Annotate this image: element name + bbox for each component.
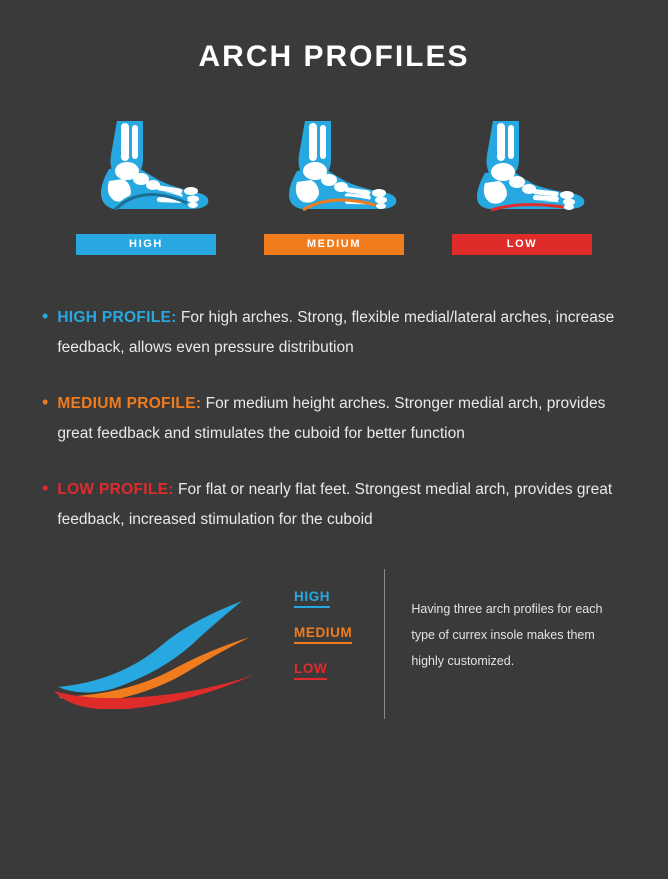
- arch-curves-icon: [50, 579, 300, 709]
- footer-note: Having three arch profiles for each type of currex insole makes them highly customized.: [411, 602, 603, 668]
- profile-description-list: [42, 303, 626, 535]
- list-item-heading: LOW PROFILE:: [57, 481, 174, 498]
- list-item-medium-profile: [42, 389, 626, 449]
- vertical-divider: [384, 569, 385, 719]
- foot-arch-high-icon: [71, 119, 221, 224]
- bullet-dot-icon: •: [42, 478, 49, 498]
- arch-label-high: HIGH: [76, 234, 216, 255]
- list-item-body: For medium height arches. Stronger medial arch, provides great feedback and stimulates the cuboid for better function: [57, 395, 606, 442]
- legend-item-medium: MEDIUM: [294, 625, 352, 644]
- list-item-text: [57, 303, 626, 363]
- footer-section: [0, 569, 668, 719]
- bullet-dot-icon: •: [42, 392, 49, 412]
- bullet-dot-icon: •: [42, 306, 49, 326]
- legend-item-low: LOW: [294, 661, 327, 680]
- list-item-body: For high arches. Strong, flexible medial/lateral arches, increase feedback, allows even pressure distribution: [57, 309, 615, 356]
- foot-arch-low-icon: [447, 119, 597, 224]
- list-item-heading: MEDIUM PROFILE:: [57, 395, 202, 412]
- list-item-low-profile: [42, 475, 626, 535]
- legend-item-high: HIGH: [294, 589, 330, 608]
- arch-block-high: [63, 119, 229, 255]
- page-title: ARCH PROFILES: [198, 40, 470, 73]
- list-item-text: [57, 389, 626, 449]
- list-item-body: For flat or nearly flat feet. Strongest medial arch, provides great feedback, increased stimulation for the cuboid: [57, 481, 613, 528]
- arch-label-medium: MEDIUM: [264, 234, 404, 255]
- arch-block-low: [439, 119, 605, 255]
- list-item-high-profile: [42, 303, 626, 363]
- arch-block-medium: [251, 119, 417, 255]
- foot-arch-medium-icon: [259, 119, 409, 224]
- arch-label-low: LOW: [452, 234, 592, 255]
- list-item-text: [57, 475, 626, 535]
- curve-legend: [294, 588, 352, 696]
- arch-icon-row: [0, 119, 668, 255]
- list-item-heading: HIGH PROFILE:: [57, 309, 177, 326]
